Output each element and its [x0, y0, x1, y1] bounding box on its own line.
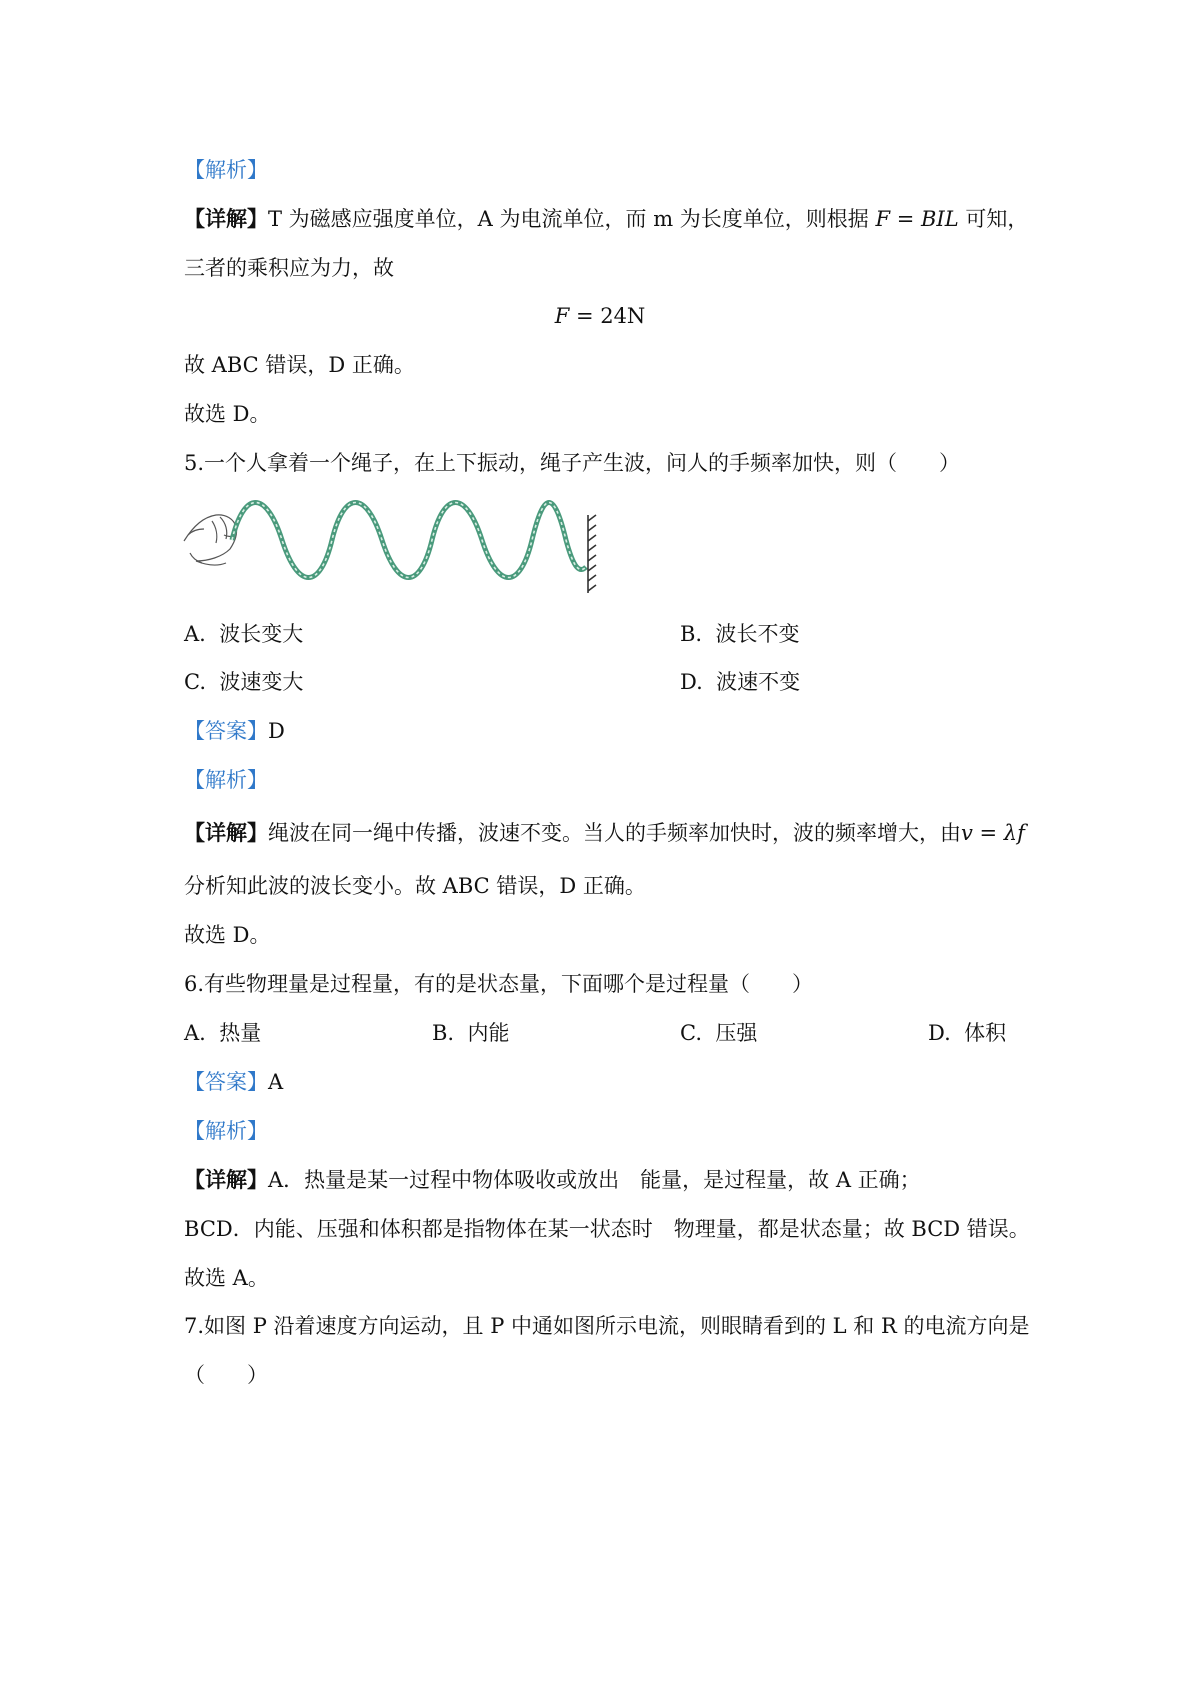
- option-b: [432, 1019, 509, 1047]
- equation: [0, 302, 1200, 330]
- detail-tag: 【详解】: [184, 1167, 268, 1192]
- analysis-heading: 【解析】: [184, 158, 268, 182]
- option-c: [680, 1019, 757, 1047]
- detail-text: BCD．内能、压强和体积都是指物体在某一状态时 物理量，都是状态量；故 BCD 错误。: [184, 1217, 1030, 1241]
- option-letter: A.: [184, 1021, 206, 1045]
- option-c: [184, 668, 303, 696]
- detail-paragraph: [184, 1166, 921, 1194]
- detail-tag: 【详解】: [184, 206, 268, 231]
- option-text: 热量: [219, 1021, 262, 1045]
- option-text: 波长不变: [715, 622, 800, 646]
- option-text: 压强: [715, 1021, 758, 1045]
- answer-value: A: [268, 1070, 284, 1094]
- detail-text: 绳波在同一绳中传播，波速不变。当人的手频率加快时，波的频率增大，由: [268, 821, 961, 845]
- option-text: 波速变大: [219, 670, 304, 694]
- analysis-heading: 【解析】: [184, 768, 268, 792]
- conclusion-text: 故 ABC 错误，D 正确。: [184, 353, 415, 377]
- formula: v = λf: [961, 821, 1025, 845]
- option-letter: D.: [680, 670, 703, 694]
- hand-illustration: [184, 515, 237, 565]
- choice-text: 故选 D。: [184, 402, 271, 426]
- question-6-stem: 6.有些物理量是过程量，有的是状态量，下面哪个是过程量（ ）: [184, 972, 814, 996]
- equation-rhs: = 24N: [569, 304, 646, 328]
- answer-value: D: [268, 719, 285, 743]
- detail-text: 可知，: [958, 207, 1029, 231]
- option-letter: B.: [432, 1021, 455, 1045]
- detail-text: 分析知此波的波长变小。故 ABC 错误，D 正确。: [184, 874, 646, 898]
- question-7-stem-continued: （ ）: [184, 1363, 268, 1387]
- answer-line: [184, 1068, 283, 1096]
- answer-line: [184, 717, 285, 745]
- option-d: [928, 1019, 1006, 1047]
- detail-tag: 【详解】: [184, 820, 268, 845]
- detail-paragraph: [184, 205, 1028, 233]
- option-text: 内能: [467, 1021, 510, 1045]
- answer-tag: 【答案】: [184, 719, 268, 743]
- option-text: 波长变大: [219, 622, 304, 646]
- option-letter: C.: [184, 670, 206, 694]
- equation-lhs: F: [554, 304, 570, 328]
- option-letter: C.: [680, 1021, 702, 1045]
- detail-text: T 为磁感应强度单位，A 为电流单位，而 m 为长度单位，则根据: [268, 207, 876, 231]
- option-a: [184, 620, 303, 648]
- detail-text: A．热量是某一过程中物体吸收或放出 能量，是过程量，故 A 正确；: [268, 1168, 921, 1192]
- answer-tag: 【答案】: [184, 1070, 268, 1094]
- option-b: [680, 620, 799, 648]
- rope-wave-figure: [182, 495, 632, 595]
- choice-text: 故选 D。: [184, 923, 271, 947]
- fixed-wall: [588, 515, 596, 593]
- option-letter: D.: [928, 1021, 951, 1045]
- question-5-stem: 5.一个人拿着一个绳子，在上下振动，绳子产生波，问人的手频率加快，则（ ）: [184, 451, 961, 475]
- option-text: 体积: [964, 1021, 1007, 1045]
- option-text: 波速不变: [716, 670, 801, 694]
- detail-text: 三者的乘积应为力，故: [184, 256, 394, 280]
- option-a: [184, 1019, 261, 1047]
- formula: F = BIL: [875, 207, 959, 231]
- question-7-stem: 7.如图 P 沿着速度方向运动，且 P 中通如图所示电流，则眼睛看到的 L 和 R 的电流方向是: [184, 1314, 1030, 1338]
- analysis-heading: 【解析】: [184, 1119, 268, 1143]
- option-d: [680, 668, 800, 696]
- detail-paragraph: [184, 819, 1025, 847]
- rope-wave: [232, 503, 586, 578]
- option-letter: A.: [184, 622, 206, 646]
- choice-text: 故选 A。: [184, 1266, 269, 1290]
- option-letter: B.: [680, 622, 703, 646]
